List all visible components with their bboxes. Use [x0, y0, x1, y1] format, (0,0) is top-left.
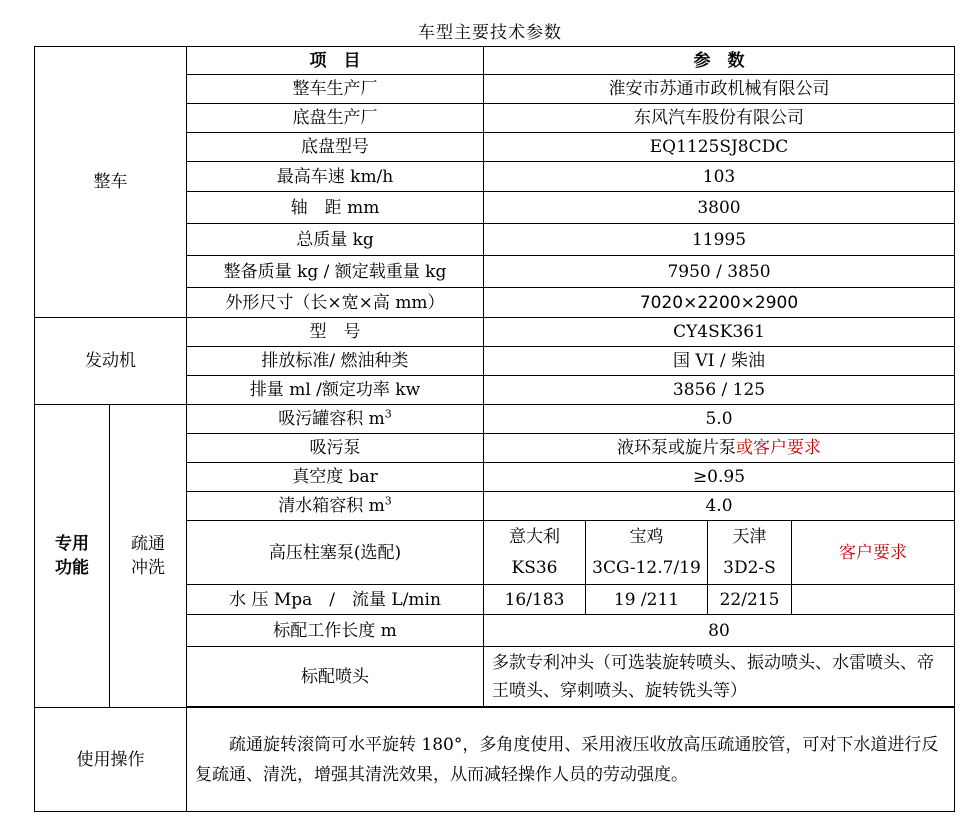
row-value: 5.0 [484, 405, 955, 434]
row-label: 高压柱塞泵(选配) [187, 521, 484, 585]
row-label: 吸污泵 [187, 434, 484, 463]
row-value: 液环泵或旋片泵或客户要求 [484, 434, 955, 463]
row-value: ≥0.95 [484, 463, 955, 492]
customer-request-text: 或客户要求 [736, 438, 821, 458]
pump-pressure: 19 /211 [586, 585, 708, 615]
group-special-sub-label: 疏通冲洗 [130, 534, 165, 578]
row-value: 11995 [484, 224, 955, 256]
table-header-row [35, 47, 955, 75]
group-engine: 发动机 [35, 318, 187, 405]
header-param: 参 数 [484, 47, 955, 75]
pump-model: 3CG-12.7/19 [586, 553, 708, 585]
table-row [35, 708, 955, 812]
row-value: 多款专利冲头（可选装旋转喷头、振动喷头、水雷喷头、帝王喷头、穿刺喷头、旋转铣头等） [484, 647, 955, 707]
pump-pressure: 22/215 [708, 585, 792, 615]
row-label: 底盘型号 [187, 133, 484, 162]
row-value: 淮安市苏通市政机械有限公司 [484, 75, 955, 104]
page-title: 车型主要技术参数 [418, 23, 562, 43]
row-value: 7950 / 3850 [484, 256, 955, 288]
group-special-label: 专用功能 [54, 534, 89, 578]
pump-model: 3D2-S [708, 553, 792, 585]
row-label: 型 号 [187, 318, 484, 347]
row-value: 国 VI / 柴油 [484, 347, 955, 376]
row-value: 东风汽车股份有限公司 [484, 104, 955, 133]
row-value: EQ1125SJ8CDC [484, 133, 955, 162]
row-label: 清水箱容积 $m^3$ [187, 492, 484, 521]
row-value: 7020×2200×2900 [484, 288, 955, 318]
row-label: 外形尺寸（长×宽×高 mm） [187, 288, 484, 318]
spec-table [34, 46, 955, 812]
group-vehicle: 整车 [35, 47, 187, 318]
pump-pressure: 16/183 [484, 585, 586, 615]
row-label: 水 压 Mpa / 流量 L/min [187, 585, 484, 615]
pump-model: KS36 [484, 553, 586, 585]
row-value: 3856 / 125 [484, 376, 955, 405]
row-label: 最高车速 km/h [187, 162, 484, 192]
row-value: 4.0 [484, 492, 955, 521]
row-label: 标配工作长度 m [187, 615, 484, 647]
row-label: 吸污罐容积 $m^3$ [187, 405, 484, 434]
row-value: 80 [484, 615, 955, 647]
row-value: CY4SK361 [484, 318, 955, 347]
row-label: 整备质量 kg / 额定载重量 kg [187, 256, 484, 288]
row-label: 底盘生产厂 [187, 104, 484, 133]
group-special-sub [110, 405, 187, 708]
pump-brand: 意大利 [484, 521, 586, 553]
group-special [35, 405, 110, 708]
table-row [35, 318, 955, 347]
row-value: 103 [484, 162, 955, 192]
table-row [35, 405, 955, 434]
row-label: 真空度 bar [187, 463, 484, 492]
row-label: 标配喷头 [187, 647, 484, 707]
row-label: 排量 ml /额定功率 kw [187, 376, 484, 405]
row-label: 轴 距 mm [187, 192, 484, 224]
group-operation: 使用操作 [35, 708, 187, 812]
customer-request-cell: 客户要求 [792, 521, 955, 585]
row-value: 3800 [484, 192, 955, 224]
pump-brand: 宝鸡 [586, 521, 708, 553]
pump-brand: 天津 [708, 521, 792, 553]
empty-cell [792, 585, 955, 615]
row-label: 总质量 kg [187, 224, 484, 256]
row-label: 排放标准/ 燃油种类 [187, 347, 484, 376]
header-item: 项 目 [187, 47, 484, 75]
row-label: 整车生产厂 [187, 75, 484, 104]
operation-text: 疏通旋转滚筒可水平旋转 180°，多角度使用、采用液压收放高压疏通胶管，可对下水道进行反复疏通、清洗，增强其清洗效果，从而减轻操作人员的劳动强度。 [187, 708, 955, 812]
